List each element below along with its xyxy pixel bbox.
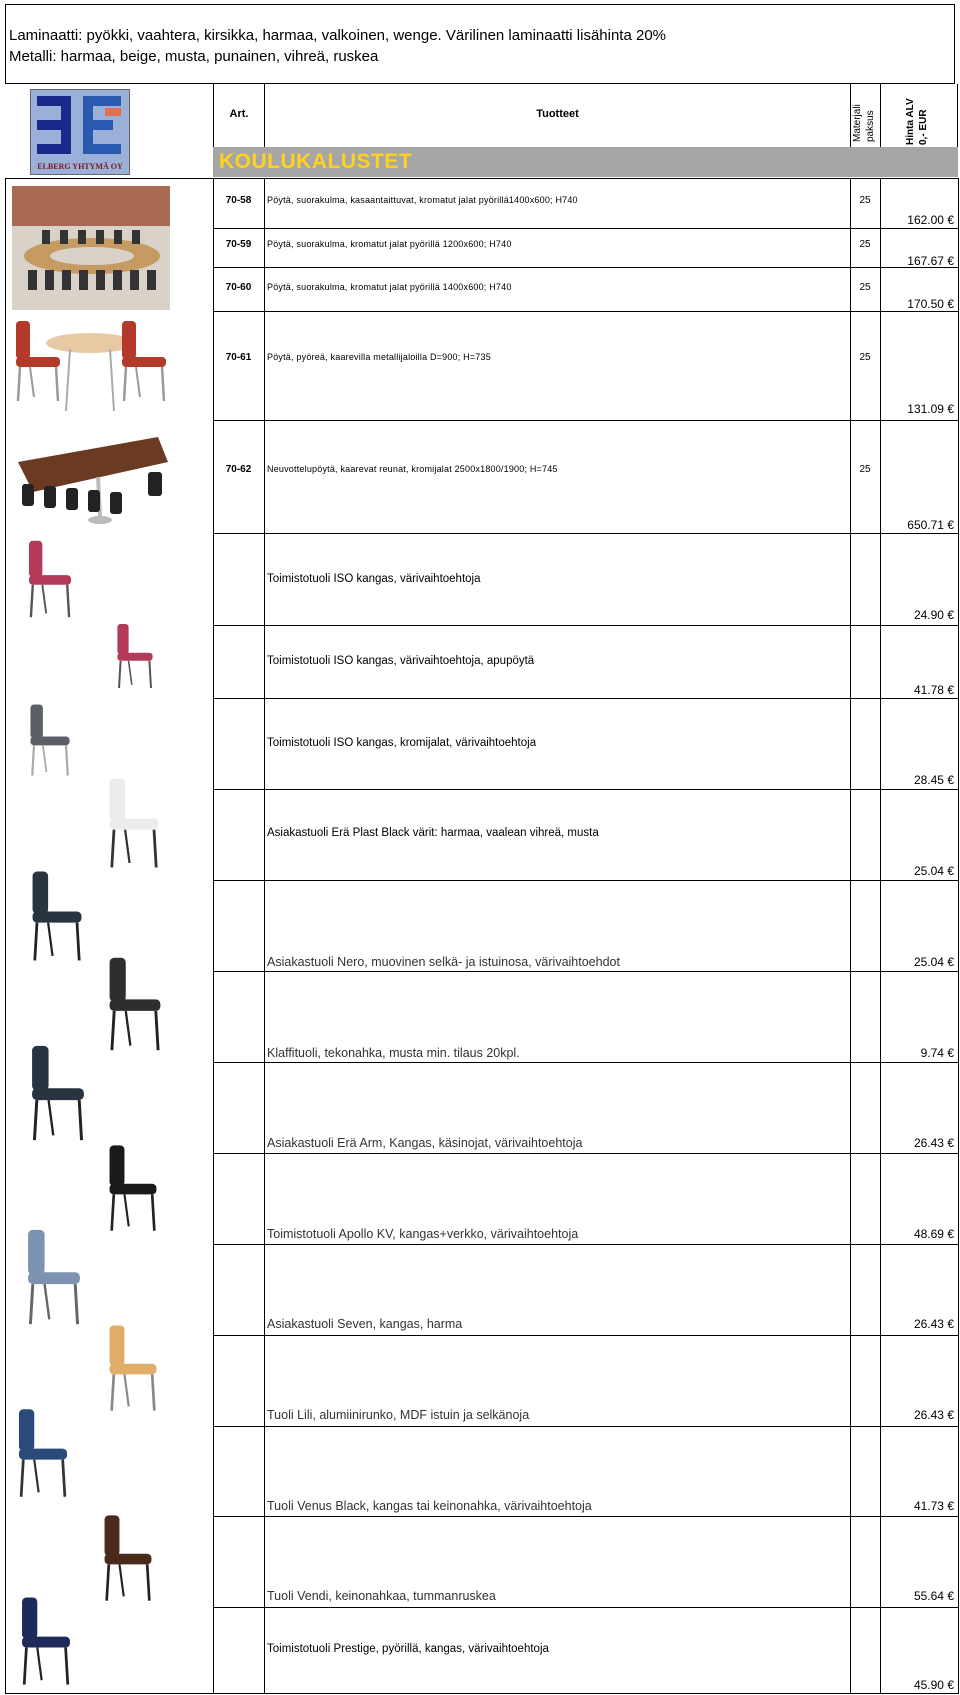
row-price: 26.43 € (913, 1408, 954, 1422)
table-row (213, 420, 958, 533)
row-product-name: Tuoli Lili, alumiinirunko, MDF istuin ja selkänoja (267, 1408, 530, 1422)
era-plast-chair-photo (96, 773, 172, 873)
row-price: 162.00 € (907, 213, 954, 227)
row-price: 48.69 € (913, 1227, 954, 1241)
row-thickness: 25 (859, 195, 871, 206)
row-product-name: Toimistotuoli ISO kangas, värivaihtoehtoja, apupöytä (267, 655, 535, 667)
logo-text: ELBERG YHTYMÄ OY (37, 162, 123, 171)
row-price: 25.04 € (913, 864, 954, 878)
col-header-thickness: Materjali paksus (852, 104, 876, 142)
conference-table-photo (12, 186, 170, 310)
row-product-name: Pöytä, suorakulma, kromatut jalat pyörillä 1400x600; H740 (267, 282, 512, 292)
row-product-name: Asiakastuoli Erä Arm, Kangas, käsinojat, värivaihtoehtoja (267, 1136, 583, 1150)
table-row (213, 311, 958, 420)
col-header-products: Tuotteet (536, 108, 579, 120)
row-product-name: Asiakastuoli Erä Plast Black värit: harmaa, vaalean vihreä, musta (267, 827, 599, 839)
row-product-name: Pöytä, suorakulma, kromatut jalat pyörillä 1200x600; H740 (267, 239, 512, 249)
venus-chair-photo (8, 1398, 78, 1508)
iso-chair-tablet-photo (100, 620, 170, 692)
row-price: 26.43 € (913, 1136, 954, 1150)
col-header-price: Hinta ALV 0,- EUR (905, 98, 929, 145)
row-product-name: Tuoli Venus Black, kangas tai keinonahka, värivaihtoehtoja (267, 1499, 592, 1513)
row-art-number: 70-61 (225, 352, 252, 363)
row-product-name: Neuvottelupöytä, kaarevat reunat, kromijalat 2500x1800/1900; H=745 (267, 464, 558, 474)
seven-chair-photo (8, 1224, 100, 1330)
vendi-chair-photo (86, 1510, 170, 1606)
nero-chair-photo (8, 866, 106, 966)
row-price: 9.74 € (920, 1046, 954, 1060)
notes-line-1: Laminaatti: pyökki, vaahtera, kirsikka, harmaa, valkoinen, wenge. Värilinen laminaatti lisähinta 20% (9, 27, 667, 44)
row-art-number: 70-60 (225, 282, 252, 293)
meeting-table-photo (8, 422, 172, 530)
row-price: 650.71 € (907, 518, 954, 532)
row-price: 28.45 € (913, 773, 954, 787)
row-price: 170.50 € (907, 297, 954, 311)
row-art-number: 70-59 (225, 239, 252, 250)
round-table-photo (8, 313, 170, 415)
row-thickness: 25 (859, 282, 871, 293)
row-price: 55.64 € (913, 1589, 954, 1603)
row-product-name: Asiakastuoli Seven, kangas, harma (267, 1317, 463, 1331)
row-product-name: Pöytä, suorakulma, kasaantaittuvat, kromatut jalat pyörillä1400x600; H740 (267, 195, 578, 205)
row-price: 167.67 € (907, 254, 954, 268)
section-title: KOULUKALUSTET (219, 150, 413, 173)
row-product-name: Toimistotuoli ISO kangas, värivaihtoehtoja (267, 573, 481, 585)
row-art-number: 70-58 (225, 195, 252, 206)
row-product-name: Tuoli Vendi, keinonahkaa, tummanruskea (267, 1589, 496, 1603)
row-product-name: Asiakastuoli Nero, muovinen selkä- ja istuinosa, värivaihtoehdot (267, 955, 620, 969)
row-price: 25.04 € (913, 955, 954, 969)
row-product-name: Toimistotuoli Apollo KV, kangas+verkko, värivaihtoehtoja (267, 1227, 579, 1241)
notes-line-2: Metalli: harmaa, beige, musta, punainen, vihreä, ruskea (9, 48, 379, 65)
iso-chair-chrome-photo (8, 700, 92, 780)
row-thickness: 25 (859, 239, 871, 250)
grid-col-line (958, 178, 959, 1693)
era-arm-chair-photo (8, 1040, 108, 1146)
row-product-name: Toimistotuoli Prestige, pyörillä, kangas, värivaihtoehtoja (267, 1643, 549, 1655)
section-band (213, 147, 958, 177)
row-price: 41.73 € (913, 1499, 954, 1513)
row-price: 41.78 € (913, 683, 954, 697)
row-art-number: 70-62 (225, 464, 252, 475)
col-header-art: Art. (229, 108, 249, 120)
row-product-name: Klaffituoli, tekonahka, musta min. tilaus 20kpl. (267, 1046, 520, 1060)
row-price: 45.90 € (913, 1678, 954, 1692)
prestige-chair-photo (8, 1592, 84, 1690)
row-thickness: 25 (859, 352, 871, 363)
row-thickness: 25 (859, 464, 871, 475)
lili-chair-photo (96, 1320, 170, 1416)
row-price: 24.90 € (913, 608, 954, 622)
logo (30, 89, 130, 175)
row-price: 26.43 € (913, 1317, 954, 1331)
row-price: 131.09 € (907, 402, 954, 416)
notes-box (5, 4, 955, 84)
row-product-name: Pöytä, pyöreä, kaarevilla metallijaloilla D=900; H=735 (267, 352, 491, 362)
iso-chair-photo (8, 536, 92, 622)
apollo-chair-photo (96, 1140, 170, 1236)
grid-col-line (5, 178, 6, 1693)
row-product-name: Toimistotuoli ISO kangas, kromijalat, värivaihtoehtoja (267, 737, 537, 749)
grid-row-line (5, 1693, 959, 1694)
logo-mark-icon (31, 90, 129, 160)
